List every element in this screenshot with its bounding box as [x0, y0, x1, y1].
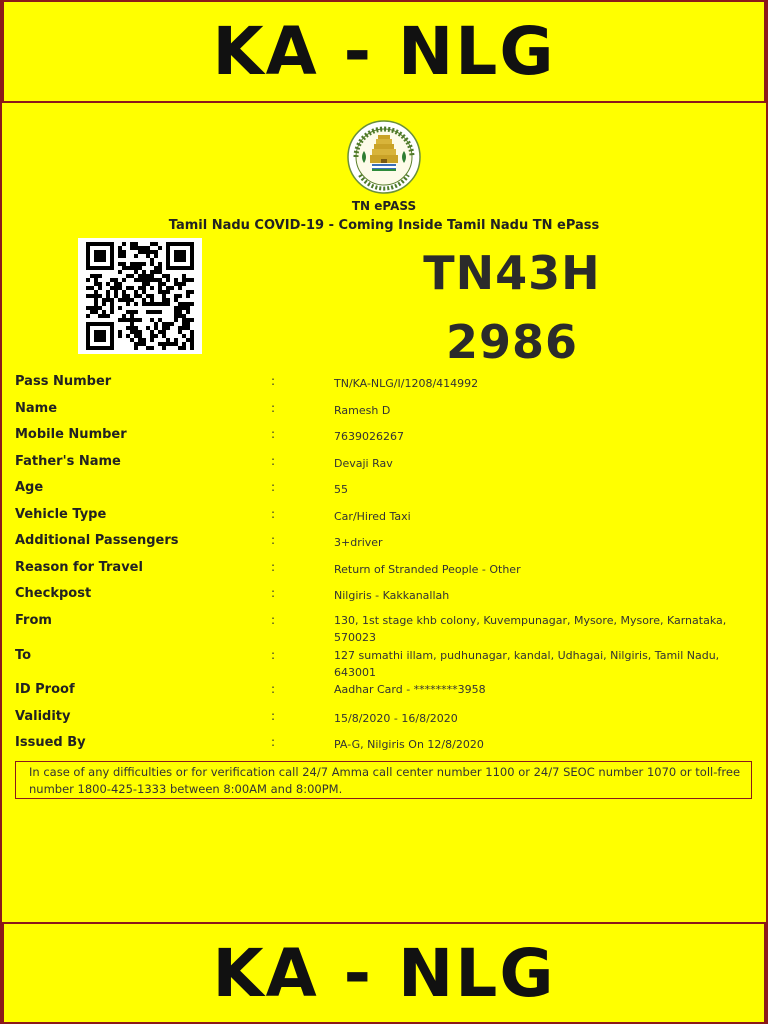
- field-label: Checkpost: [15, 586, 92, 601]
- field-value: PA-G, Nilgiris On 12/8/2020: [334, 738, 484, 751]
- qr-code-icon: [86, 242, 194, 350]
- field-label: From: [15, 613, 52, 628]
- field-label: Pass Number: [15, 374, 112, 389]
- field-label: Validity: [15, 709, 71, 724]
- top-banner: KA - NLG: [2, 0, 766, 103]
- field-label: To: [15, 648, 32, 663]
- field-label: Mobile Number: [15, 427, 127, 442]
- field-separator: :: [271, 648, 276, 662]
- pass-title: TN ePASS: [351, 199, 417, 213]
- qr-code: [78, 238, 202, 354]
- field-label: Name: [15, 401, 58, 416]
- field-value: Aadhar Card - ********3958: [334, 683, 486, 696]
- field-value: Ramesh D: [334, 404, 391, 417]
- vehicle-number-line1: TN43H: [423, 246, 601, 300]
- field-label: Reason for Travel: [15, 560, 143, 575]
- field-separator: :: [271, 533, 276, 547]
- field-value: Return of Stranded People - Other: [334, 563, 521, 576]
- field-label: Father's Name: [15, 454, 121, 469]
- field-separator: :: [271, 427, 276, 441]
- field-label: Additional Passengers: [15, 533, 179, 548]
- field-separator: :: [271, 507, 276, 521]
- field-label: ID Proof: [15, 682, 75, 697]
- tamil-nadu-emblem-icon: [346, 119, 422, 195]
- field-label: Vehicle Type: [15, 507, 107, 522]
- vehicle-number-line2: 2986: [445, 315, 579, 369]
- field-value: 15/8/2020 - 16/8/2020: [334, 712, 458, 725]
- field-separator: :: [271, 454, 276, 468]
- field-value: Devaji Rav: [334, 457, 393, 470]
- field-separator: :: [271, 735, 276, 749]
- field-separator: :: [271, 613, 276, 627]
- field-separator: :: [271, 586, 276, 600]
- field-separator: :: [271, 709, 276, 723]
- field-value: 130, 1st stage khb colony, Kuvempunagar, Mysore, Mysore, Karnataka, 570023: [334, 614, 727, 644]
- field-value: 3+driver: [334, 536, 383, 549]
- field-value: 127 sumathi illam, pudhunagar, kandal, Udhagai, Nilgiris, Tamil Nadu, 643001: [334, 649, 720, 679]
- field-label: Age: [15, 480, 44, 495]
- field-separator: :: [271, 401, 276, 415]
- field-value: TN/KA-NLG/I/1208/414992: [334, 377, 479, 390]
- pass-subtitle: Tamil Nadu COVID-19 - Coming Inside Tamil Nadu TN ePass: [168, 218, 600, 233]
- field-value: Car/Hired Taxi: [334, 510, 411, 523]
- helpline-notice: In case of any difficulties or for verification call 24/7 Amma call center number 1100 or 24/7 SEOC number 1070 or toll-free number 1800-425-1333 between 8:00AM and 8:00PM.: [15, 761, 752, 799]
- field-separator: :: [271, 560, 276, 574]
- field-label: Issued By: [15, 735, 86, 750]
- field-value: 7639026267: [334, 430, 404, 443]
- field-value: Nilgiris - Kakkanallah: [334, 589, 450, 602]
- bottom-banner: KA - NLG: [2, 922, 766, 1024]
- field-separator: :: [271, 480, 276, 494]
- field-separator: :: [271, 374, 276, 388]
- field-separator: :: [271, 682, 276, 696]
- field-value: 55: [334, 483, 348, 496]
